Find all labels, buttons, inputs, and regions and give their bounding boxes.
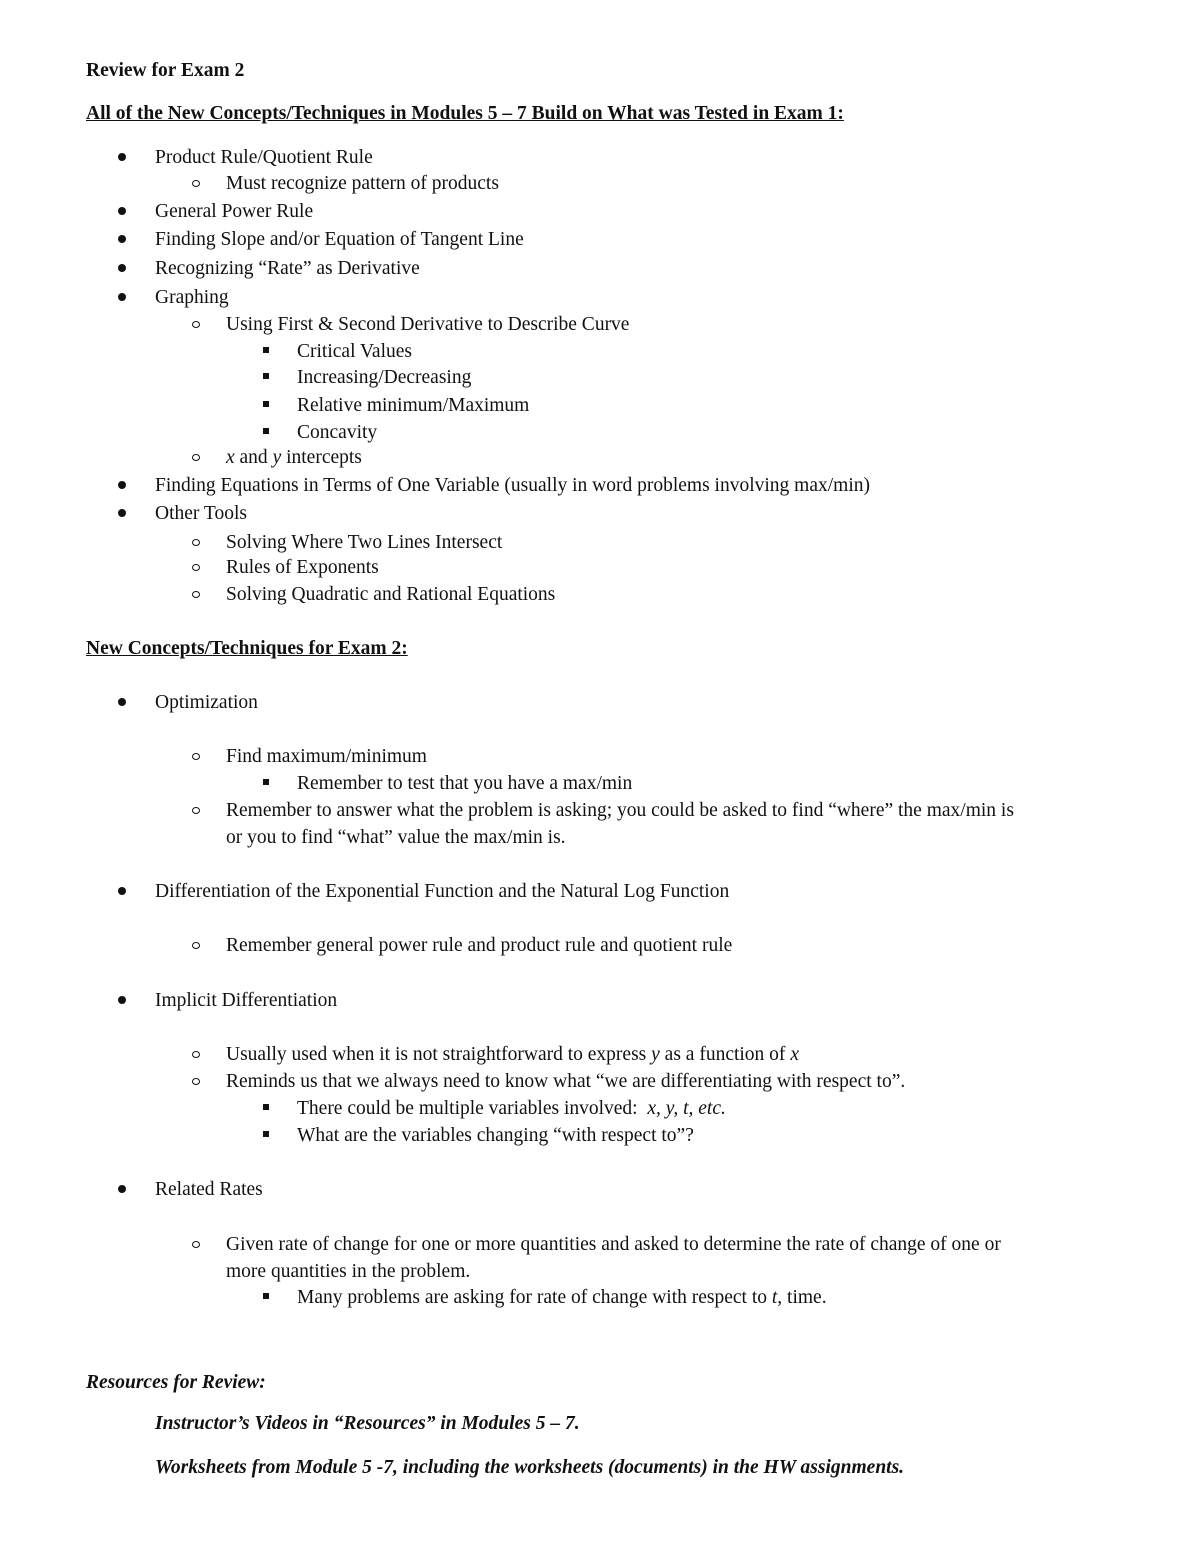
intercepts-rest: intercepts (281, 447, 362, 468)
list-item: Product Rule/Quotient Rule (155, 147, 373, 168)
resource-item: Worksheets from Module 5 -7, including the worksheets (documents) in the HW assignments. (155, 1457, 905, 1478)
many-text: Many problems are asking for rate of change with respect to (297, 1287, 772, 1308)
bullet-square (263, 347, 269, 353)
usually-text: Usually used when it is not straightforward to express (226, 1044, 652, 1065)
bullet-circle (192, 321, 200, 328)
t-variable: t (771, 1287, 778, 1308)
bullet-dot (118, 509, 126, 517)
bullet-circle (192, 1241, 200, 1248)
bullet-circle (192, 564, 200, 571)
list-item: Solving Quadratic and Rational Equations (226, 584, 556, 605)
list-item: Finding Slope and/or Equation of Tangent Line (155, 229, 524, 250)
list-item: Remember to test that you have a max/min (297, 773, 633, 794)
list-item-continuation: or you to find “what” value the max/min is. (226, 827, 566, 848)
bullet-circle (192, 454, 200, 461)
y-variable: y (651, 1044, 660, 1065)
bullet-dot (118, 481, 126, 489)
bullet-circle (192, 1078, 200, 1085)
bullet-square (263, 779, 269, 785)
list-item: Remember to answer what the problem is asking; you could be asked to find “where” the max/min is (226, 800, 1014, 821)
page-title: Review for Exam 2 (86, 60, 245, 81)
bullet-square (263, 1293, 269, 1299)
bullet-circle (192, 942, 200, 949)
multiple-text: There could be multiple variables involved: (297, 1098, 648, 1119)
list-item: Increasing/Decreasing (297, 367, 472, 388)
y-variable: y (272, 447, 282, 468)
bullet-circle (192, 807, 200, 814)
list-item: Reminds us that we always need to know what “we are differentiating with respect to”. (226, 1071, 906, 1092)
list-item: Find maximum/minimum (226, 746, 427, 767)
bullet-circle (192, 1051, 200, 1058)
list-item: Using First & Second Derivative to Describe Curve (226, 314, 630, 335)
bullet-circle (192, 539, 200, 546)
bullet-square (263, 428, 269, 434)
list-item: Related Rates (155, 1179, 263, 1200)
section2-heading: New Concepts/Techniques for Exam 2: (86, 638, 408, 659)
list-item: Differentiation of the Exponential Function and the Natural Log Function (155, 881, 730, 902)
list-item-continuation: more quantities in the problem. (226, 1261, 471, 1282)
many-post: , time. (777, 1287, 827, 1308)
intercepts-and: and (234, 447, 273, 468)
variables-list: x, y, t, etc. (647, 1098, 726, 1119)
bullet-dot (118, 207, 126, 215)
list-item: Rules of Exponents (226, 557, 379, 578)
list-item: Must recognize pattern of products (226, 173, 499, 194)
usually-mid: as a function of (659, 1044, 791, 1065)
list-item-multiple (297, 1099, 726, 1119)
bullet-dot (118, 887, 126, 895)
list-item: Remember general power rule and product rule and quotient rule (226, 935, 733, 956)
bullet-square (263, 1131, 269, 1137)
x-variable: x (226, 447, 235, 468)
resource-item: Instructor’s Videos in “Resources” in Modules 5 – 7. (155, 1413, 580, 1434)
list-item: Other Tools (155, 503, 247, 524)
bullet-square (263, 1104, 269, 1110)
list-item: Finding Equations in Terms of One Variable (usually in word problems involving max/min) (155, 475, 870, 496)
bullet-circle (192, 591, 200, 598)
list-item: Concavity (297, 422, 378, 443)
bullet-dot (118, 264, 126, 272)
bullet-dot (118, 1185, 126, 1193)
bullet-circle (192, 180, 200, 187)
list-item-intercepts (226, 448, 362, 468)
list-item: General Power Rule (155, 201, 314, 222)
section1-heading: All of the New Concepts/Techniques in Modules 5 – 7 Build on What was Tested in Exam 1: (86, 103, 844, 124)
resources-heading: Resources for Review: (86, 1372, 266, 1393)
list-item: Optimization (155, 692, 258, 713)
list-item: Graphing (155, 287, 229, 308)
bullet-dot (118, 293, 126, 301)
bullet-dot (118, 235, 126, 243)
bullet-dot (118, 698, 126, 706)
bullet-dot (118, 996, 126, 1004)
bullet-square (263, 373, 269, 379)
bullet-circle (192, 753, 200, 760)
list-item: Implicit Differentiation (155, 990, 338, 1011)
list-item: What are the variables changing “with respect to”? (297, 1125, 694, 1146)
list-item: Given rate of change for one or more quantities and asked to determine the rate of change of one or (226, 1234, 1001, 1255)
bullet-square (263, 401, 269, 407)
list-item: Recognizing “Rate” as Derivative (155, 258, 420, 279)
list-item: Critical Values (297, 341, 412, 362)
list-item: Solving Where Two Lines Intersect (226, 532, 503, 553)
list-item-many (297, 1288, 827, 1308)
x-variable: x (790, 1044, 799, 1065)
list-item: Relative minimum/Maximum (297, 395, 530, 416)
bullet-dot (118, 153, 126, 161)
list-item-usually (226, 1045, 799, 1065)
